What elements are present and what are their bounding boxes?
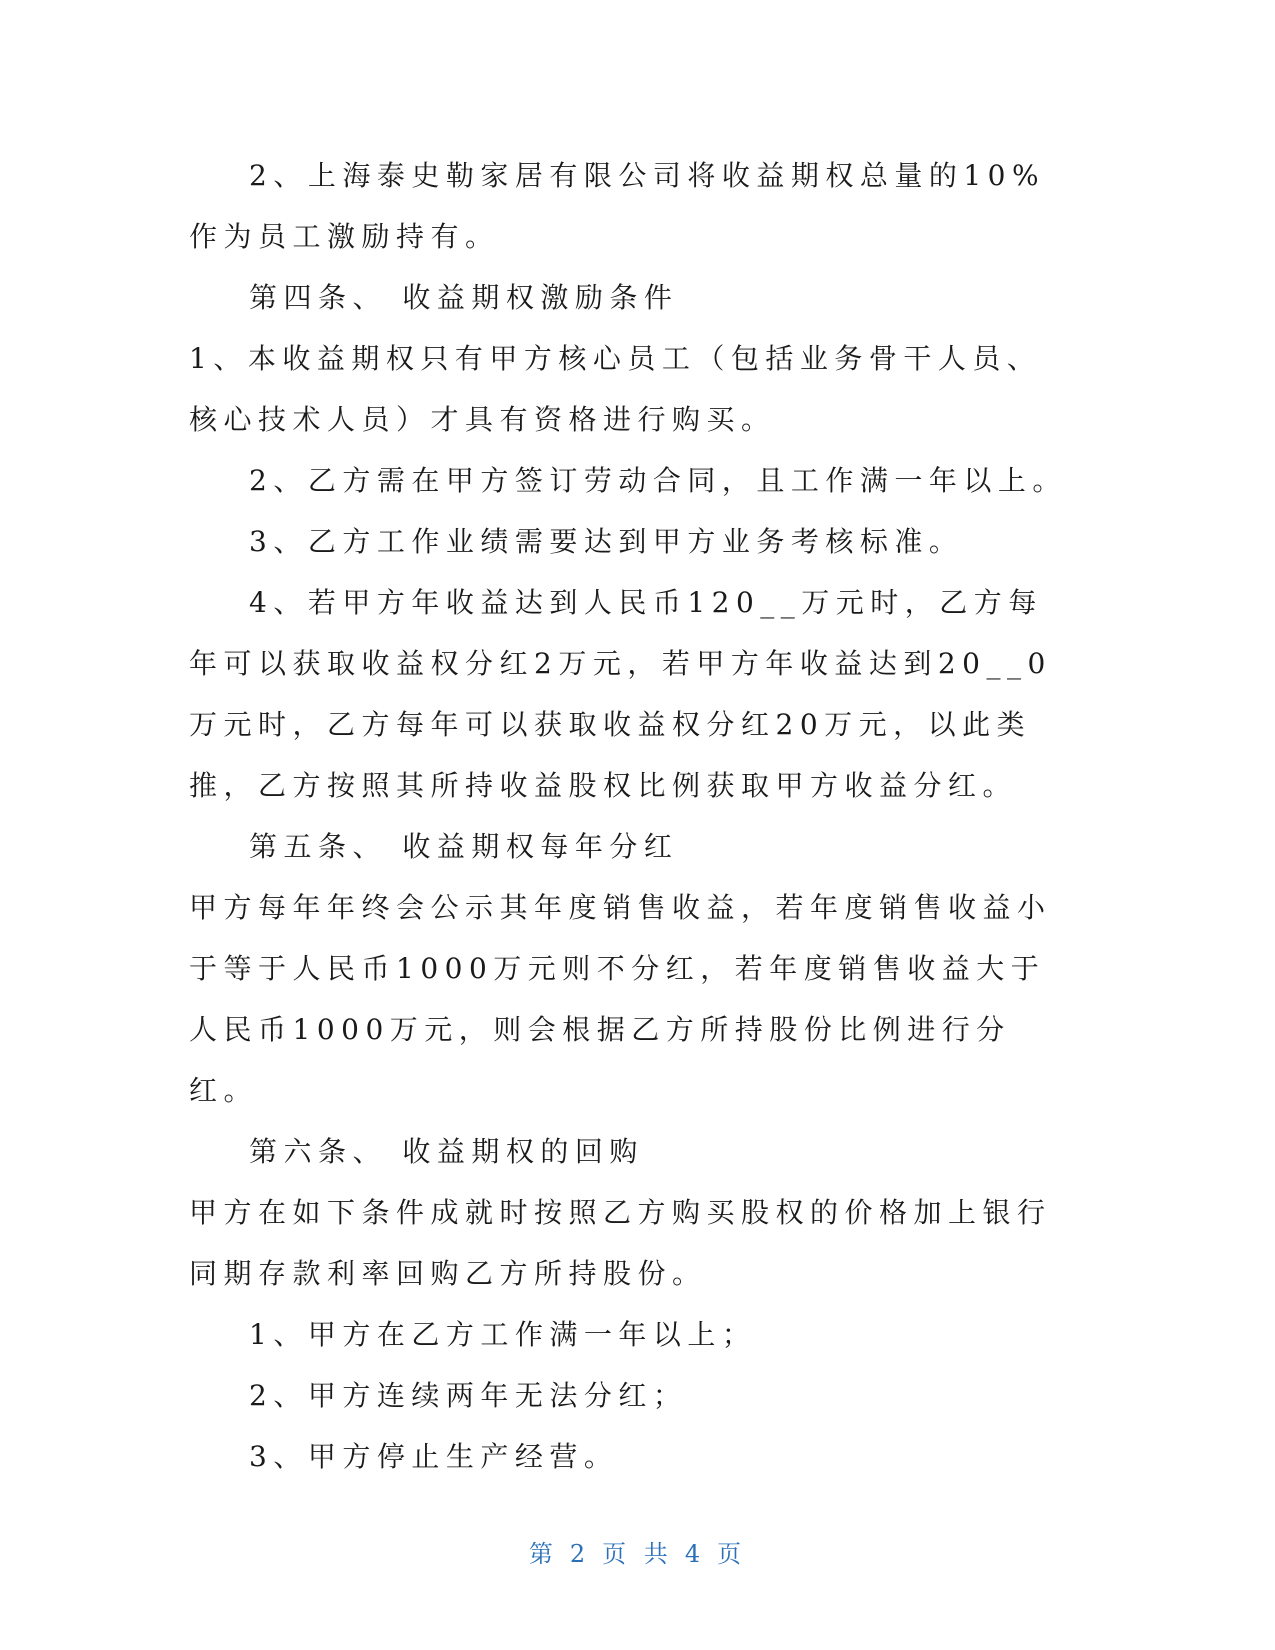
paragraph-eligibility: 1、本收益期权只有甲方核心员工（包括业务骨干人员、核心技术人员）才具有资格进行购买。	[189, 342, 1042, 436]
paragraph-buyback: 甲方在如下条件成就时按照乙方购买股权的价格加上银行同期存款利率回购乙方所持股份。	[189, 1196, 1052, 1290]
footer-current-page: 2	[569, 1540, 591, 1568]
footer-middle: 页 共	[602, 1540, 673, 1568]
footer-total-pages: 4	[684, 1540, 706, 1568]
buyback-condition-2: 2、甲方连续两年无法分红；	[249, 1379, 688, 1412]
paragraph-annual-dividend: 甲方每年年终会公示其年度销售收益，若年度销售收益小于等于人民币1000万元则不分红，若年度销售收益大于人民币1000万元，则会根据乙方所持股份比例进行分红。	[189, 891, 1052, 1107]
article-5-heading: 第五条、 收益期权每年分红	[249, 830, 679, 863]
page-footer	[0, 1534, 1275, 1569]
buyback-condition-1: 1、甲方在乙方工作满一年以上；	[249, 1318, 757, 1351]
footer-suffix: 页	[717, 1540, 747, 1568]
buyback-condition-3: 3、甲方停止生产经营。	[249, 1440, 619, 1473]
document-body	[189, 145, 1069, 1487]
paragraph-labor-contract: 2、乙方需在甲方签订劳动合同，且工作满一年以上。	[249, 464, 1067, 497]
paragraph-dividend-tiers: 4、若甲方年收益达到人民币120__万元时，乙方每年可以获取收益权分红2万元，若甲方年收益达到20__0万元时，乙方每年可以获取收益权分红20万元，以此类推，乙方按照其所持收益股权比例获取甲方收益分红。	[189, 586, 1052, 802]
article-4-heading: 第四条、 收益期权激励条件	[249, 281, 679, 314]
footer-prefix: 第	[528, 1540, 558, 1568]
paragraph-performance: 3、乙方工作业绩需要达到甲方业务考核标准。	[249, 525, 964, 558]
article-6-heading: 第六条、 收益期权的回购	[249, 1135, 644, 1168]
paragraph-incentive-share: 2、上海泰史勒家居有限公司将收益期权总量的10%作为员工激励持有。	[189, 159, 1046, 253]
